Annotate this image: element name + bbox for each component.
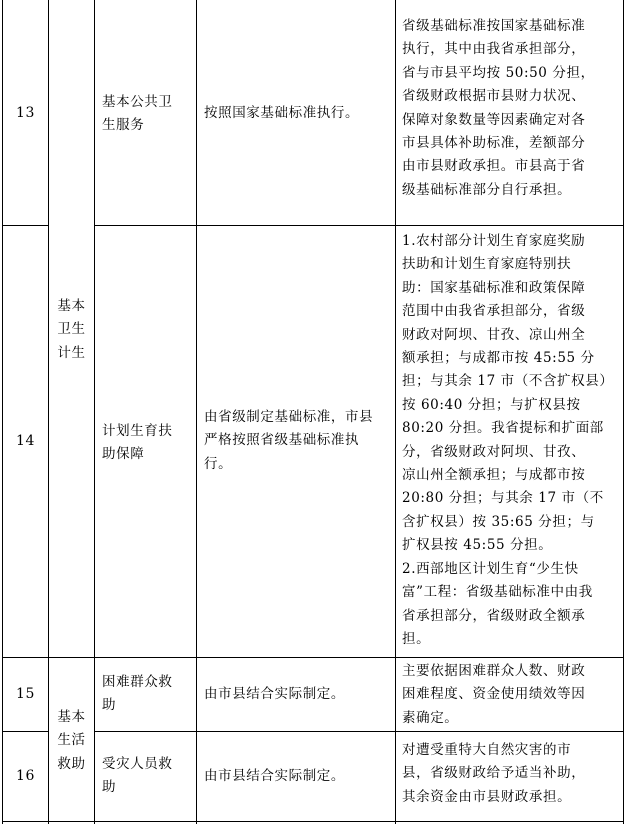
- text-line: 计生: [57, 344, 86, 361]
- row-number: 16: [15, 768, 35, 784]
- text-line: 扩权县按 45:55 分担。: [402, 537, 553, 554]
- text-line: 担。: [402, 630, 431, 647]
- text-line: 由市县结合实际制定。: [204, 768, 345, 784]
- text-line: 基本: [57, 298, 86, 314]
- text-line: 助: [102, 697, 117, 714]
- text-line: 严格按照省级基础标准执: [204, 432, 360, 449]
- column-divider: [94, 0, 95, 824]
- text-line: 生服务: [102, 117, 145, 134]
- text-line: 财政对阿坝、甘孜、凉山州全: [402, 326, 586, 343]
- text-line: 行。: [204, 455, 233, 472]
- text-line: 对遭受重特大自然灾害的市: [402, 742, 572, 758]
- text-line: 基本: [57, 709, 86, 725]
- text-line: 2.西部地区计划生育“少生快: [402, 560, 579, 577]
- cost-sharing-text: [402, 15, 618, 202]
- text-line: 救助: [57, 755, 86, 772]
- text-line: 富”工程：省级基础标准中由我: [402, 584, 593, 601]
- text-line: 省承担部分，省级财政全额承: [402, 607, 586, 624]
- row-divider: [2, 731, 49, 732]
- text-line: 助: [102, 779, 117, 796]
- cost-sharing-text: [402, 230, 618, 651]
- row-divider: [2, 657, 624, 658]
- service-item-name: [102, 420, 192, 467]
- text-line: 助保障: [102, 446, 145, 463]
- cost-sharing-text: [402, 739, 618, 809]
- text-line: 20:80 分担；与其余 17 市（不: [402, 490, 604, 507]
- text-line: 80:20 分担。我省提标和扩面部: [402, 420, 604, 437]
- text-line: 市县具体补助标准，差额部分: [402, 135, 586, 152]
- text-line: 按照国家基础标准执行。: [204, 105, 360, 121]
- row-number: 13: [15, 105, 35, 121]
- text-line: 按 60:40 分担；与扩权县按: [402, 396, 581, 413]
- text-line: 困难程度、资金使用绩效等因: [402, 686, 586, 703]
- text-line: 其余资金由市县财政承担。: [402, 788, 572, 805]
- category-label: [49, 706, 94, 776]
- text-line: 主要依据困难群众人数、财政: [402, 663, 586, 679]
- column-divider: [48, 0, 49, 824]
- text-line: 助：国家基础标准和政策保障: [402, 279, 586, 296]
- table-border-right: [623, 0, 624, 824]
- text-line: 1.农村部分计划生育家庭奖励: [402, 233, 586, 249]
- text-line: 范围中由我省承担部分，省级: [402, 303, 586, 320]
- standard-text: [204, 102, 390, 125]
- row-number: 15: [15, 686, 35, 702]
- text-line: 由市县结合实际制定。: [204, 686, 345, 702]
- text-line: 省与市县平均按 50:50 分担，: [402, 64, 595, 81]
- text-line: 执行，其中由我省承担部分，: [402, 41, 586, 58]
- text-line: 保障对象数量等因素确定对各: [402, 111, 586, 128]
- text-line: 困难群众救: [102, 674, 173, 690]
- text-line: 省级基础标准按国家基础标准: [402, 18, 586, 34]
- text-line: 级基础标准部分自行承担。: [402, 181, 572, 198]
- text-line: 分，省级财政对阿坝、甘孜、: [402, 443, 586, 460]
- text-line: 基本公共卫: [102, 94, 173, 110]
- table-border-bottom: [2, 821, 624, 822]
- row-divider: [94, 731, 624, 732]
- column-divider: [395, 0, 396, 824]
- text-line: 由省级制定基础标准，市县: [204, 409, 374, 425]
- row-divider: [94, 225, 624, 226]
- column-divider: [196, 0, 197, 824]
- text-line: 省级财政根据市县财力状况、: [402, 88, 586, 105]
- standard-text: [204, 406, 390, 476]
- text-line: 由市县财政承担。市县高于省: [402, 158, 586, 175]
- category-label: [49, 295, 94, 365]
- text-line: 凉山州全额承担；与成都市按: [402, 467, 586, 484]
- service-item-name: [102, 671, 192, 718]
- text-line: 计划生育扶: [102, 423, 173, 439]
- row-divider: [2, 225, 49, 226]
- text-line: 额承担；与成都市按 45:55 分: [402, 350, 595, 367]
- text-line: 县，省级财政给予适当补助，: [402, 765, 586, 782]
- text-line: 含扩权县）按 35:65 分担；与: [402, 513, 595, 530]
- cost-sharing-text: [402, 660, 618, 730]
- row-number: 14: [15, 433, 35, 449]
- text-line: 扶助和计划生育家庭特别扶: [402, 256, 572, 273]
- text-line: 卫生: [57, 321, 86, 338]
- text-line: 担；与其余 17 市（不含扩权县）: [402, 373, 614, 390]
- text-line: 素确定。: [402, 709, 459, 726]
- standard-text: [204, 683, 390, 706]
- standard-text: [204, 765, 390, 788]
- text-line: 生活: [57, 732, 86, 749]
- service-item-name: [102, 753, 192, 800]
- text-line: 受灾人员救: [102, 756, 173, 772]
- service-item-name: [102, 91, 192, 138]
